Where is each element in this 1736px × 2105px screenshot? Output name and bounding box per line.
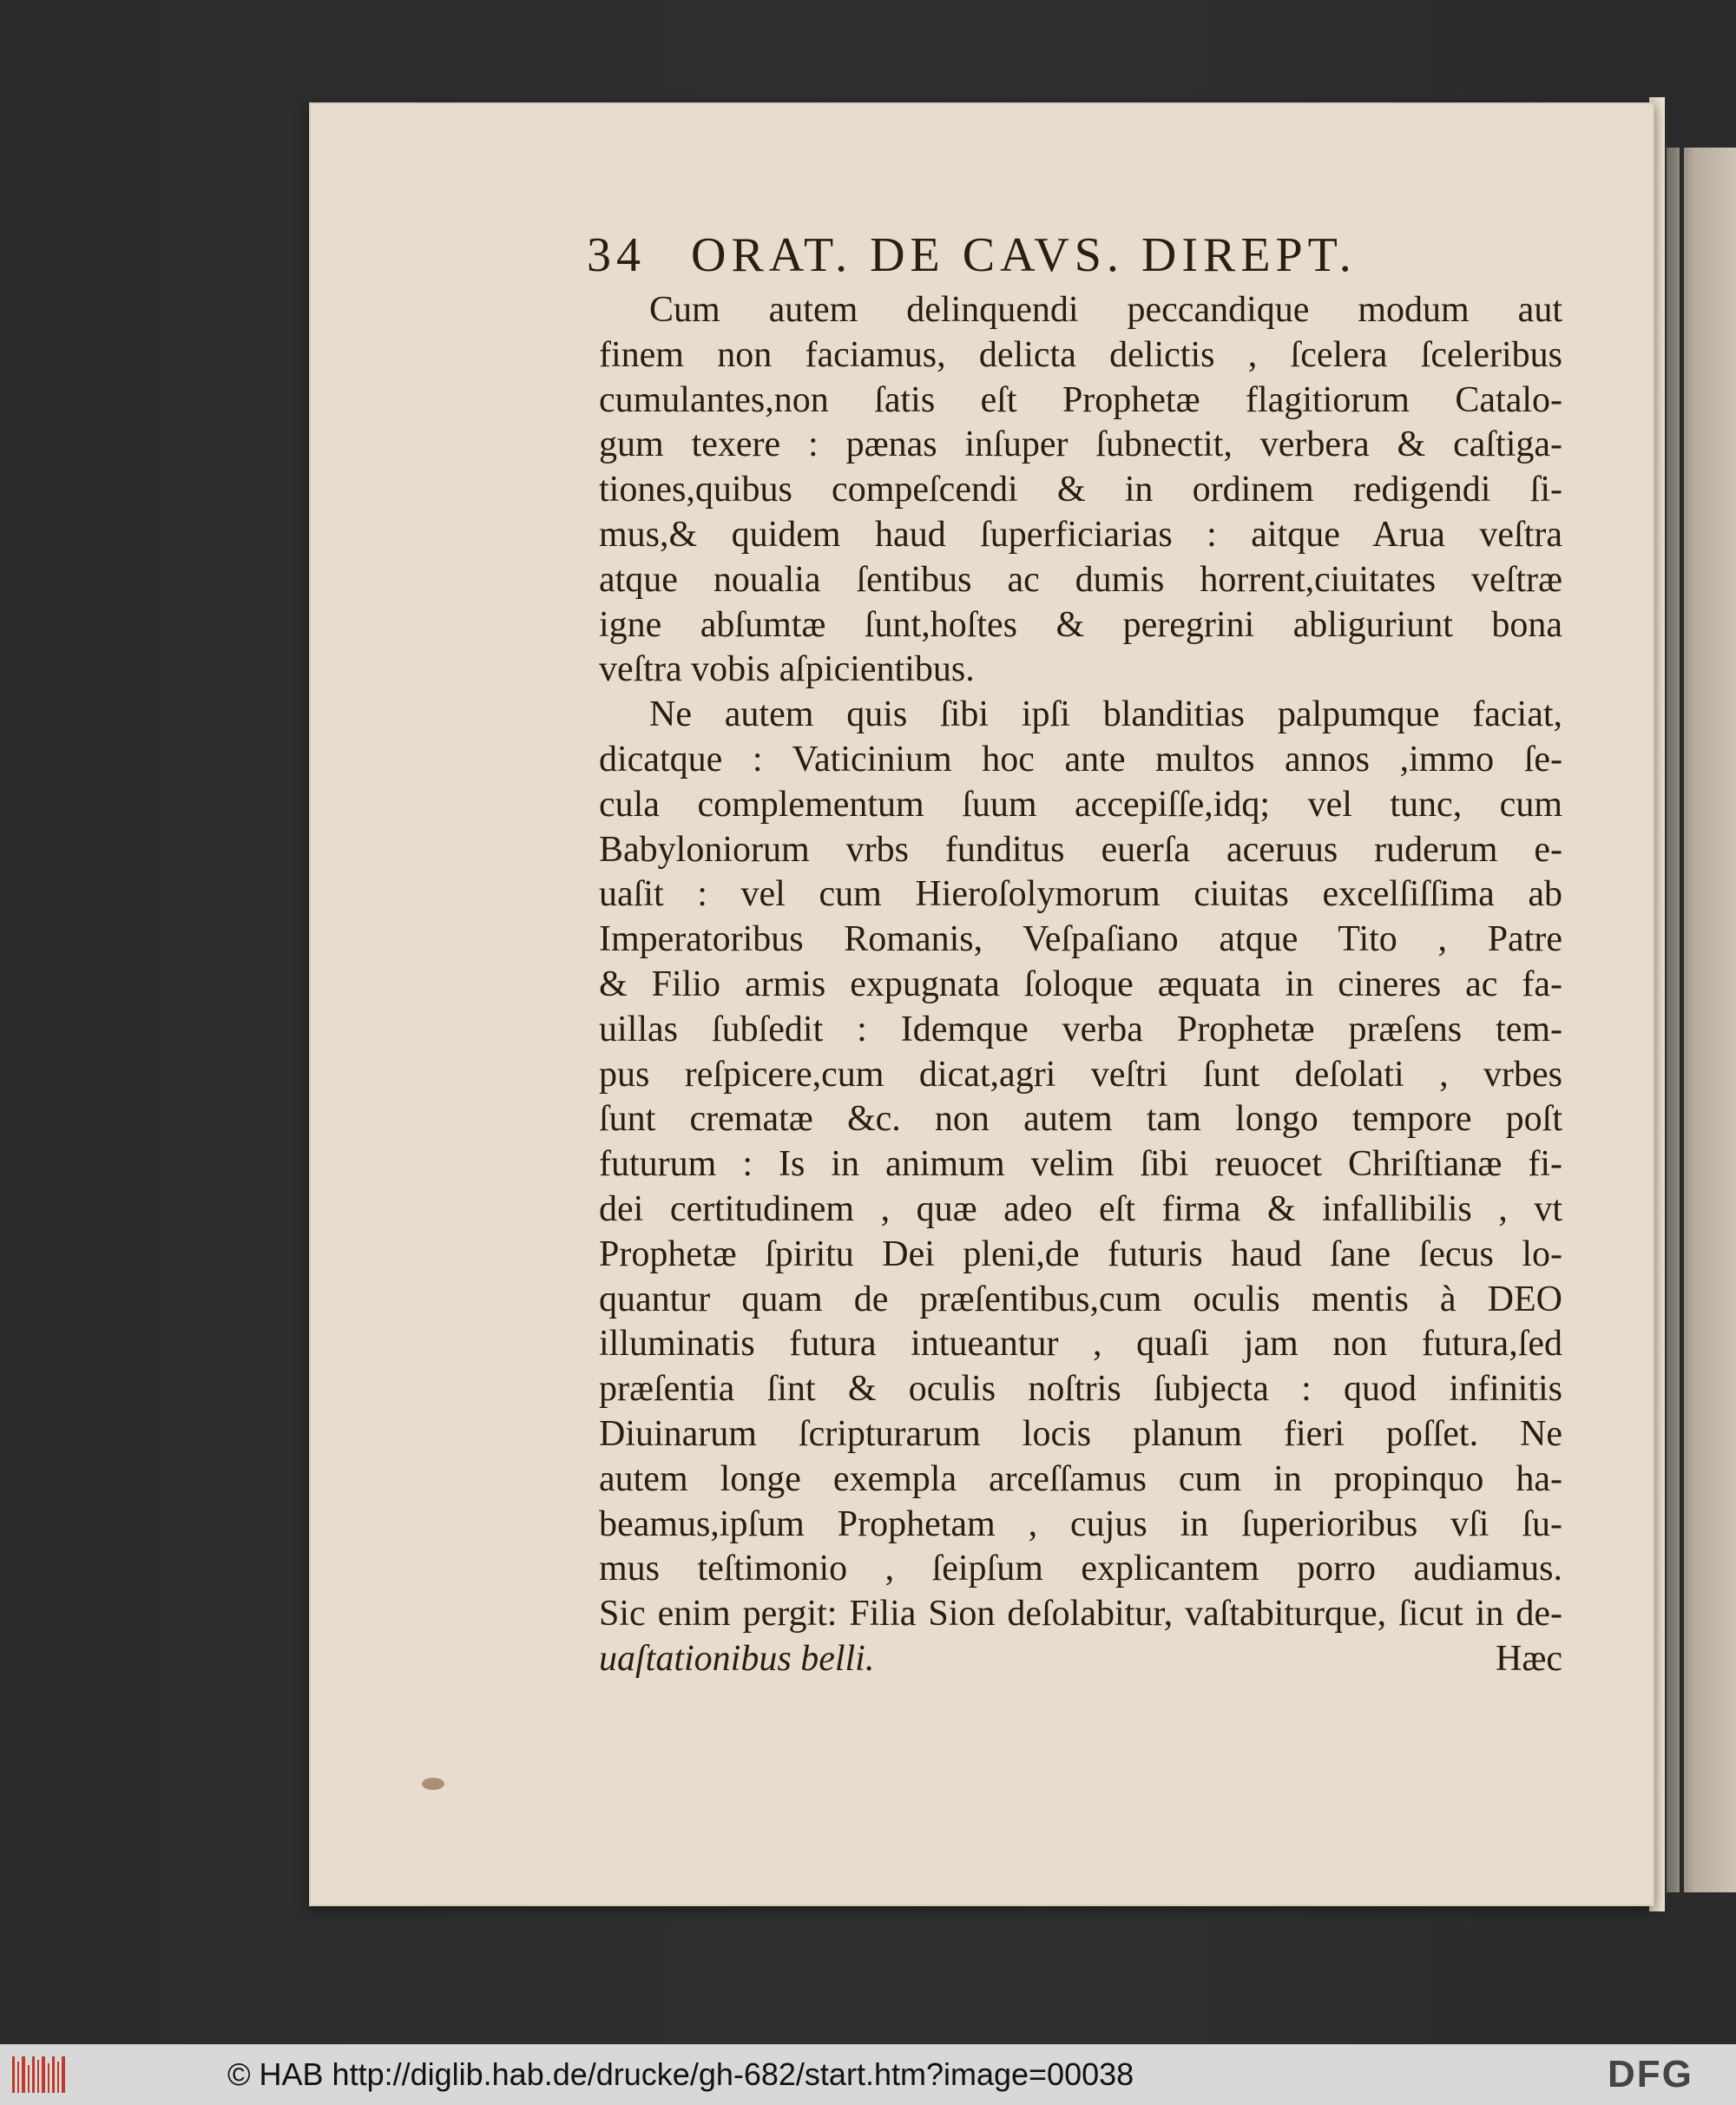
text-line: ſunt crematæ &c. non autem tam longo tempore poſt	[599, 1099, 1562, 1140]
paper-stain	[422, 1778, 444, 1790]
text-line: uillas ſubſedit : Idemque verba Prophetæ præſens tem-	[599, 1009, 1562, 1049]
text-line: præſentia ſint & oculis noſtris ſubjecta : quod infinitis	[599, 1369, 1562, 1410]
text-line: atque noualia ſentibus ac dumis horrent,ciuitates veſtræ	[599, 559, 1562, 600]
text-line: cula complementum ſuum accepiſſe,idq; vel tunc, cum	[599, 784, 1562, 825]
text-line-final	[599, 1637, 1562, 1682]
text-line: illuminatis futura intueantur , quaſi jam non futura,ſed	[599, 1324, 1562, 1365]
dfg-logo: DFG	[1608, 2053, 1693, 2095]
text-line: Diuinarum ſcripturarum locis planum fieri poſſet. Ne	[599, 1413, 1562, 1454]
text-line: futurum : Is in animum velim ſibi reuocet Chriſtianæ fi-	[599, 1144, 1562, 1185]
text-line: uaſit : vel cum Hieroſolymorum ciuitas excelſiſſima ab	[599, 874, 1562, 915]
text-line: pus reſpicere,cum dicat,agri veſtri ſunt deſolati , vrbes	[599, 1054, 1562, 1095]
facing-page-edge	[1667, 148, 1736, 1892]
text-line: mus,& quidem haud ſuperficiarias : aitque Arua veſtra	[599, 514, 1562, 555]
text-line: autem longe exempla arceſſamus cum in propinquo ha-	[599, 1458, 1562, 1499]
text-line: Sic enim pergit: Filia Sion deſolabitur, vaſtabiturque, ſicut in de-	[599, 1594, 1562, 1635]
catchword: Hæc	[1496, 1638, 1562, 1679]
text-line: cumulantes,non ſatis eſt Prophetæ flagitiorum Catalo-	[599, 379, 1562, 420]
text-line: dei certitudinem , quæ adeo eſt firma & infallibilis , vt	[599, 1188, 1562, 1229]
text-line: mus teſtimonio , ſeipſum explicantem porro audiamus.	[599, 1549, 1562, 1589]
page-number: 34	[587, 228, 646, 282]
running-title: ORAT. DE CAVS. DIREPT.	[691, 228, 1357, 282]
credit-link[interactable]: © HAB http://diglib.hab.de/drucke/gh-682/start.htm?image=00038	[227, 2056, 1134, 2092]
text-line: Ne autem quis ſibi ipſi blanditias palpumque faciat,	[649, 694, 1562, 735]
italic-quote-end: uaſtationibus belli.	[599, 1638, 875, 1679]
text-line: igne abſumtæ ſunt,hoſtes & peregrini abliguriunt bona	[599, 604, 1562, 645]
text-line: Imperatoribus Romanis, Veſpaſiano atque Tito , Patre	[599, 919, 1562, 960]
text-line: gum texere : pænas inſuper ſubnectit, verbera & caſtiga-	[599, 424, 1562, 465]
text-line: Cum autem delinquendi peccandique modum aut	[649, 290, 1562, 330]
text-line: Prophetæ ſpiritu Dei pleni,de futuris haud ſane ſecus lo-	[599, 1233, 1562, 1274]
text-line: tiones,quibus compeſcendi & in ordinem redigendi ſi-	[599, 470, 1562, 510]
gutter	[1680, 139, 1684, 1901]
barcode-icon	[10, 2053, 71, 2096]
text-line: & Filio armis expugnata ſoloque æquata in cineres ac fa-	[599, 964, 1562, 1004]
text-line: quantur quam de præſentibus,cum oculis mentis à DEO	[599, 1279, 1562, 1319]
footer-bar	[0, 2044, 1736, 2105]
text-line: finem non faciamus, delicta delictis , ſcelera ſceleribus	[599, 334, 1562, 375]
body-text	[599, 288, 1562, 1682]
text-line: Babyloniorum vrbs funditus euerſa aceruus ruderum e-	[599, 829, 1562, 870]
text-line: veſtra vobis aſpicientibus.	[599, 649, 975, 690]
text-line: dicatque : Vaticinium hoc ante multos annos ,immo ſe-	[599, 739, 1562, 780]
text-line: beamus,ipſum Prophetam , cujus in ſuperioribus vſi ſu-	[599, 1503, 1562, 1544]
running-head	[587, 227, 1455, 297]
